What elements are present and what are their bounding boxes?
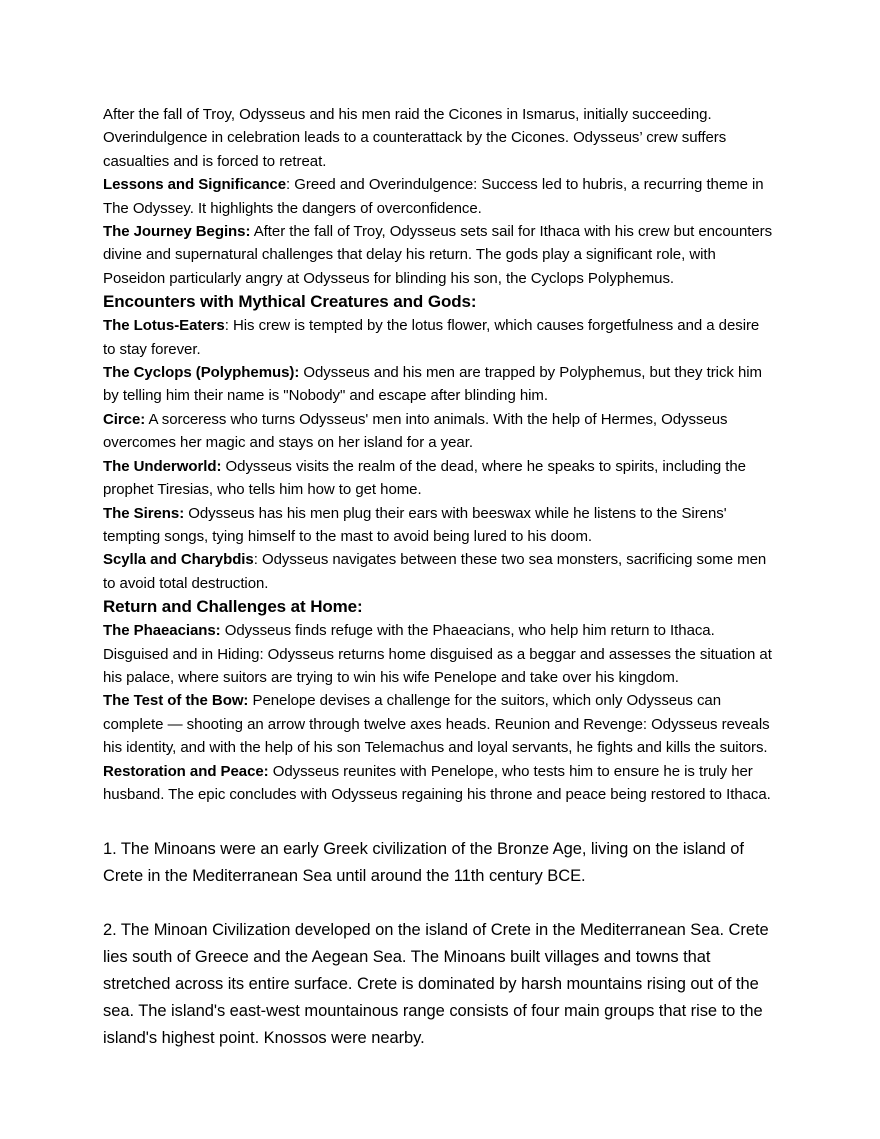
- paragraph-journey-begins: [103, 220, 775, 290]
- paragraph-scylla-and-charybdis: [103, 548, 775, 595]
- lead-in-test-of-the-bow: The Test of the Bow:: [103, 692, 249, 710]
- numbered-paragraph-2: 2. The Minoan Civilization developed on the island of Crete in the Mediterranean Sea. Crete lies south of Greece and the Aegean Sea. The Minoans built villages and towns that stretched across its entire surface. Crete is dominated by harsh mountains rising out of the sea. The island's east-west mountainous range consists of four main groups that rise to the island's highest point. Knossos were nearby.: [103, 921, 769, 1048]
- lead-in-cyclops-polyphemus: The Cyclops (Polyphemus):: [103, 364, 300, 382]
- paragraph-test-of-the-bow: [103, 689, 775, 759]
- lead-in-restoration-and-peace: Restoration and Peace:: [103, 762, 269, 780]
- paragraph-lotus-eaters: [103, 314, 775, 361]
- lead-in-circe: Circe:: [103, 410, 146, 428]
- lead-in-journey-begins: The Journey Begins:: [103, 223, 251, 241]
- paragraph-underworld-body: Odysseus visits the realm of the dead, where he speaks to spirits, including the prophet Tiresias, who tells him how to get home.: [103, 457, 746, 499]
- paragraph-underworld: [103, 455, 775, 502]
- heading-encounters-with-mythical-creatures-and-gods: Encounters with Mythical Creatures and Gods:: [103, 292, 477, 312]
- paragraph-journey-body: After the fall of Troy, Odysseus sets sail for Ithaca with his crew but encounters divine and supernatural challenges that delay his return. The gods play a significant role, with Poseidon particularly angry at Odysseus for blinding his son, the Cyclops Polyphemus.: [103, 223, 773, 287]
- paragraph-cyclops-body: Odysseus and his men are trapped by Polyphemus, but they trick him by telling him their name is "Nobody" and escape after blinding him.: [103, 364, 762, 405]
- lead-in-lotus-eaters: The Lotus-Eaters: [103, 317, 225, 335]
- paragraph-phaeacians-body: Odysseus finds refuge with the Phaeacians, who help him return to Ithaca. Disguised and in Hiding: Odysseus returns home disguised as a beggar and assesses the situation at his palace, where suitors are trying to win his wife Penelope and take over his kingdom.: [103, 622, 772, 686]
- paragraph-circe-body: A sorceress who turns Odysseus' men into animals. With the help of Hermes, Odysseus overcomes her magic and stays on her island for a year.: [103, 410, 728, 452]
- paragraph-scylla-body: : Odysseus navigates between these two sea monsters, sacrificing some men to avoid total destruction.: [103, 551, 767, 592]
- lead-in-lessons-and-significance: Lessons and Significance: [103, 176, 287, 194]
- paragraph-sirens-body: Odysseus has his men plug their ears with beeswax while he listens to the Sirens' tempting songs, tying himself to the mast to avoid being lured to his doom.: [103, 504, 727, 545]
- lead-in-underworld: The Underworld:: [103, 457, 222, 475]
- lead-in-phaeacians: The Phaeacians:: [103, 622, 221, 640]
- heading-return-and-challenges-at-home: Return and Challenges at Home:: [103, 597, 363, 617]
- spacer-between-numbered-paragraphs: [103, 890, 775, 917]
- paragraph-restoration-body: Odysseus reunites with Penelope, who tests him to ensure he is truly her husband. The epic concludes with Odysseus regaining his throne and peace being restored to Ithaca.: [103, 762, 771, 803]
- lead-in-scylla-and-charybdis: Scylla and Charybdis: [103, 551, 254, 569]
- spacer-before-numbered-list: [103, 806, 775, 836]
- paragraph-restoration-and-peace: [103, 760, 775, 807]
- paragraph-lotus-body: : His crew is tempted by the lotus flower, which causes forgetfulness and a desire to stay forever.: [103, 317, 760, 358]
- paragraph-lessons-body: : Greed and Overindulgence: Success led to hubris, a recurring theme in The Odyssey. It highlights the dangers of overconfidence.: [103, 176, 764, 217]
- document-body: [103, 103, 775, 1052]
- lead-in-sirens: The Sirens:: [103, 504, 185, 522]
- numbered-paragraph-1: 1. The Minoans were an early Greek civilization of the Bronze Age, living on the island of Crete in the Mediterranean Sea until around the 11th century BCE.: [103, 840, 744, 886]
- paragraph-phaeacians: [103, 619, 775, 689]
- paragraph-cicones-raid: After the fall of Troy, Odysseus and his men raid the Cicones in Ismarus, initially succeeding. Overindulgence in celebration leads to a counterattack by the Cicones. Odysseus’ crew suffers casualties and is forced to retreat.: [103, 106, 727, 170]
- paragraph-cyclops-polyphemus: [103, 361, 775, 408]
- paragraph-bow-body: Penelope devises a challenge for the suitors, which only Odysseus can complete — shooting an arrow through twelve axes heads. Reunion and Revenge: Odysseus reveals his identity, and with the help of his son Telemachus and loyal servants, he fights and kills the suitors.: [103, 692, 770, 757]
- paragraph-lessons-and-significance: [103, 173, 775, 220]
- paragraph-circe: [103, 408, 775, 455]
- paragraph-sirens: [103, 502, 775, 549]
